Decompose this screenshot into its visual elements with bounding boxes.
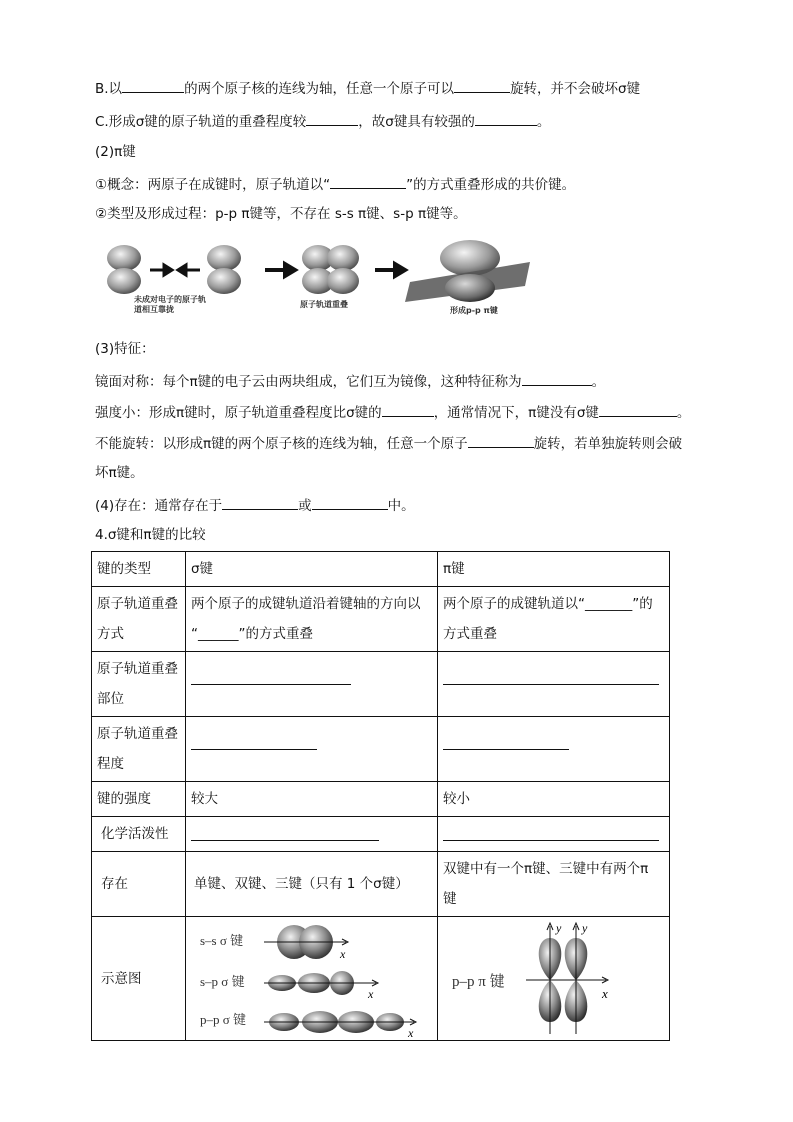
overlap-mode-sigma-1: 两个原子的成键轨道沿着键轴的方向以 <box>191 596 421 612</box>
line-rotate-cont: 坏π键。 <box>95 465 144 481</box>
text-c-3: 。 <box>536 114 551 130</box>
overlap-degree-label-1: 原子轨道重叠 <box>97 726 178 742</box>
blank-reactivity-pi <box>443 839 659 841</box>
table-row-schematic <box>92 917 670 1041</box>
cell-overlap-degree-label <box>92 717 186 782</box>
line-strength <box>95 402 690 422</box>
text-exist-3: 中。 <box>387 498 415 514</box>
blank-exist-2 <box>312 495 388 510</box>
cell-overlap-site-sigma <box>186 652 438 717</box>
cell-pi-head: π键 <box>438 552 670 587</box>
overlap-site-label-1: 原子轨道重叠 <box>97 661 178 677</box>
table-row-overlap-degree <box>92 717 670 782</box>
existence-pi-2: 键 <box>443 891 457 907</box>
line-types: ②类型及形成过程：p-p π键等，不存在 s-s π键、s-p π键等。 <box>95 206 467 222</box>
cell-overlap-mode-pi <box>438 587 670 652</box>
text-rotate-2: 旋转，若单独旋转则会破 <box>533 436 683 452</box>
existence-pi-1: 双键中有一个π键、三键中有两个π <box>443 861 649 877</box>
blank-rotate <box>468 433 534 448</box>
pi-x-label: x <box>602 985 608 1001</box>
blank-strength-1 <box>382 402 434 417</box>
text-strength-3: 。 <box>676 405 691 421</box>
sp-sigma-label: s–p σ 键 <box>200 973 245 989</box>
cell-overlap-site-label <box>92 652 186 717</box>
ss-axis-x: x <box>340 946 346 961</box>
pi-bond-formation-diagram <box>100 240 540 320</box>
cell-overlap-mode-label <box>92 587 186 652</box>
cell-existence-sigma: 单键、双键、三键（只有 1 个σ键） <box>186 852 438 917</box>
sigma-bond-schematic <box>186 918 436 1040</box>
text-exist-2: 或 <box>298 498 312 514</box>
text-concept-2: ”的方式重叠形成的共价键。 <box>406 177 576 193</box>
cell-overlap-mode-sigma <box>186 587 438 652</box>
pp-sigma-label: p–p σ 键 <box>200 1011 247 1027</box>
blank-c-2 <box>475 111 537 126</box>
feature-heading: (3)特征： <box>95 341 155 357</box>
caption-approach <box>134 295 206 315</box>
line-rotate <box>95 433 682 453</box>
blank-concept <box>330 174 406 189</box>
pi-heading: (2)π键 <box>95 144 136 160</box>
line-exist <box>95 495 415 515</box>
text-strength-1: 强度小：形成π键时，原子轨道重叠程度比σ键的 <box>95 405 382 421</box>
cell-overlap-degree-pi <box>438 717 670 782</box>
text-c-2: ，故σ键具有较强的 <box>358 114 475 130</box>
line-b <box>95 78 640 98</box>
overlap-mode-label-1: 原子轨道重叠 <box>97 596 178 612</box>
table-row-reactivity <box>92 817 670 852</box>
pi-bond-result <box>405 240 530 302</box>
caption-approach-1: 未成对电子的原子轨 <box>134 295 206 304</box>
caption-overlap: 原子轨道重叠 <box>300 300 348 309</box>
cell-existence-pi <box>438 852 670 917</box>
sp-axis-x: x <box>368 986 374 1001</box>
y-label-left: y <box>556 920 562 935</box>
pi-upper-lobes <box>539 938 588 980</box>
overlap-mode-label-2: 方式 <box>97 626 124 642</box>
table-row-strength <box>92 782 670 817</box>
blank-b-1 <box>122 78 184 93</box>
line-mirror <box>95 371 605 391</box>
orbital-left-1 <box>107 245 141 294</box>
cell-existence-label: 存在 <box>92 852 186 917</box>
pi-lower-lobes <box>539 980 588 1022</box>
y-label-right: y <box>582 920 588 935</box>
table-row-overlap-mode <box>92 587 670 652</box>
overlap-degree-label-2: 程度 <box>97 756 124 772</box>
caption-pi-formed: 形成p-p π键 <box>450 306 498 315</box>
text-b-1: B.以 <box>95 81 123 97</box>
text-b-2: 的两个原子核的连线为轴，任意一个原子可以 <box>184 81 455 97</box>
cell-strength-pi: 较小 <box>438 782 670 817</box>
overlap-site-label-2: 部位 <box>97 691 124 707</box>
blank-strength-2 <box>599 402 677 417</box>
orbitals-overlapping <box>302 245 359 294</box>
blank-exist-1 <box>222 495 298 510</box>
cell-overlap-degree-sigma <box>186 717 438 782</box>
text-concept-1: ①概念：两原子在成键时，原子轨道以“ <box>95 177 331 193</box>
compare-heading: 4.σ键和π键的比较 <box>95 527 206 543</box>
overlap-mode-pi-2: 方式重叠 <box>443 626 497 642</box>
arrow-left-1 <box>178 265 200 275</box>
cell-strength-label: 键的强度 <box>92 782 186 817</box>
arrow-right-2 <box>265 264 295 276</box>
text-c-1: C.形成σ键的原子轨道的重叠程度较 <box>95 114 307 130</box>
cell-sigma-head: σ键 <box>186 552 438 587</box>
table-row-header <box>92 552 670 587</box>
blank-c-1 <box>306 111 358 126</box>
orbital-left-2 <box>207 245 241 294</box>
cell-strength-sigma: 较大 <box>186 782 438 817</box>
text-mirror-2: 。 <box>591 374 606 390</box>
table-row-overlap-site <box>92 652 670 717</box>
blank-degree-pi <box>443 748 569 750</box>
arrow-right-1 <box>150 265 172 275</box>
pp-axis-x: x <box>408 1025 414 1040</box>
text-strength-2: ，通常情况下，π键没有σ键 <box>433 405 599 421</box>
blank-degree-sigma <box>191 748 317 750</box>
blank-site-pi <box>443 683 659 685</box>
cell-schematic-sigma <box>186 917 438 1041</box>
pi-bond-schematic <box>438 918 668 1040</box>
blank-b-2 <box>454 78 510 93</box>
text-exist-1: (4)存在：通常存在于 <box>95 498 223 514</box>
ss-sigma-label: s–s σ 键 <box>200 932 244 948</box>
overlap-mode-sigma-2: “______”的方式重叠 <box>191 626 313 642</box>
pp-pi-label: p–p π 键 <box>452 973 505 990</box>
line-c <box>95 111 550 131</box>
arrow-right-3 <box>375 264 405 276</box>
text-rotate-1: 不能旋转：以形成π键的两个原子核的连线为轴，任意一个原子 <box>95 436 468 452</box>
overlap-mode-pi-1: 两个原子的成键轨道以“_______”的 <box>443 596 653 612</box>
cell-reactivity-pi <box>438 817 670 852</box>
blank-reactivity-sigma <box>191 839 379 841</box>
table-row-existence <box>92 852 670 917</box>
cell-reactivity-label: 化学活泼性 <box>92 817 186 852</box>
text-mirror-1: 镜面对称：每个π键的电子云由两块组成，它们互为镜像，这种特征称为 <box>95 374 522 390</box>
cell-overlap-site-pi <box>438 652 670 717</box>
comparison-table <box>91 551 670 1041</box>
text-b-3: 旋转，并不会破坏σ键 <box>510 81 641 97</box>
caption-approach-2: 道相互靠拢 <box>134 305 174 314</box>
line-concept <box>95 174 575 194</box>
cell-reactivity-sigma <box>186 817 438 852</box>
blank-site-sigma <box>191 683 351 685</box>
cell-schematic-pi <box>438 917 670 1041</box>
cell-schematic-label: 示意图 <box>92 917 186 1041</box>
cell-type-label: 键的类型 <box>92 552 186 587</box>
blank-mirror <box>522 371 592 386</box>
